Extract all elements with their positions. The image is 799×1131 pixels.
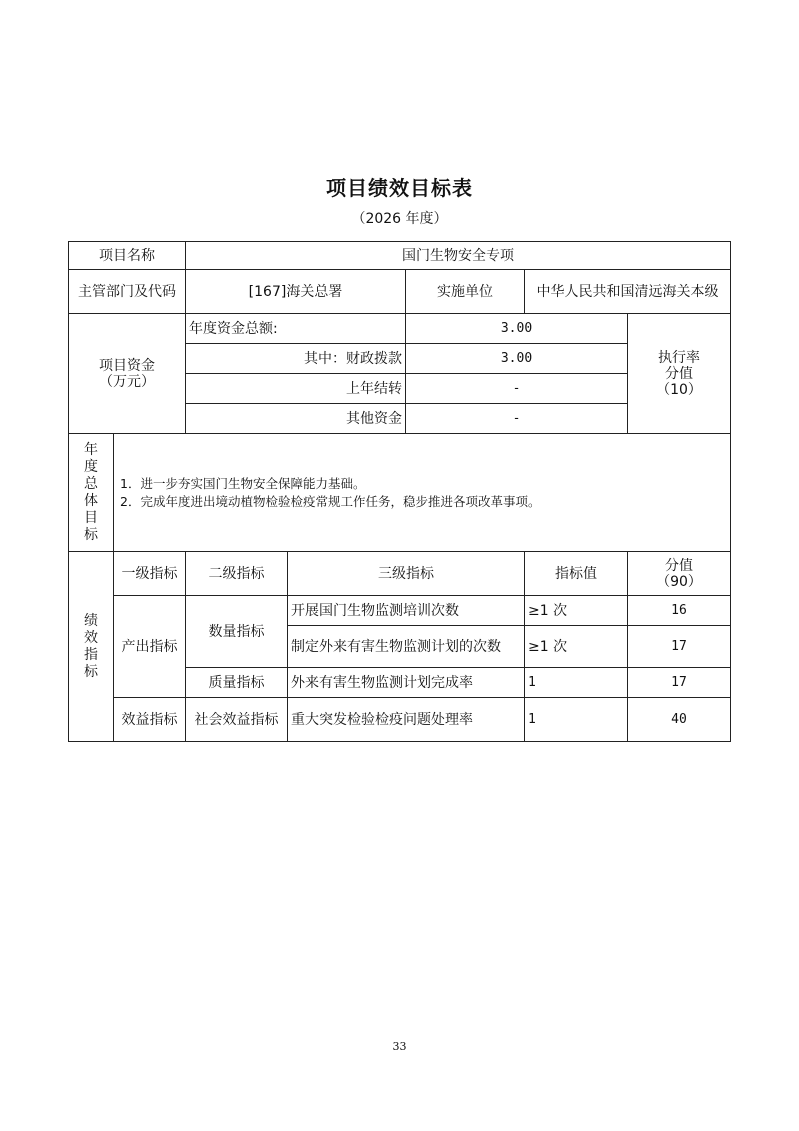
performance-table	[68, 241, 731, 742]
annual-goals-text	[114, 434, 731, 552]
header-score-line2: （90）	[656, 573, 702, 590]
annual-goals-row	[69, 434, 731, 552]
funds-other-value: -	[406, 404, 628, 434]
page-number: 33	[392, 1040, 407, 1053]
document-title: 项目绩效目标表	[326, 176, 473, 200]
indicator-score: 17	[628, 668, 731, 698]
year-subtitle: （2026 年度）	[351, 211, 448, 227]
indicator-name: 外来有害生物监测计划完成率	[288, 668, 525, 698]
annual-goals-label	[69, 434, 114, 552]
annual-goals-label-char: 总	[84, 475, 98, 492]
perf-label-char: 效	[84, 629, 98, 646]
dept-row	[69, 270, 731, 314]
quantity-indicator-label: 数量指标	[186, 596, 288, 668]
perf-label-char: 标	[84, 663, 98, 680]
project-name-label: 项目名称	[69, 242, 186, 270]
quality-indicator-label: 质量指标	[186, 668, 288, 698]
exec-rate-line3: （10）	[656, 381, 702, 398]
header-level1: 一级指标	[114, 552, 186, 596]
header-score-line1: 分值	[665, 557, 693, 574]
perf-indicators-label	[69, 552, 114, 742]
funds-total-label: 年度资金总额:	[186, 314, 406, 344]
indicator-score: 40	[628, 698, 731, 742]
social-benefit-indicator-label: 社会效益指标	[186, 698, 288, 742]
indicator-row	[69, 596, 731, 626]
exec-rate-line2: 分值	[665, 365, 693, 382]
annual-goal-item: 1．进一步夯实国门生物安全保障能力基础。	[120, 475, 366, 491]
funds-fiscal-label: 其中：财政拨款	[186, 344, 406, 374]
indicator-score: 17	[628, 626, 731, 668]
indicator-target: 1	[525, 668, 628, 698]
perf-label-char: 指	[84, 646, 98, 663]
annual-goals-label-char: 目	[84, 509, 98, 526]
project-name-value: 国门生物安全专项	[186, 242, 731, 270]
annual-goals-label-char: 年	[84, 441, 98, 458]
header-level2: 二级指标	[186, 552, 288, 596]
indicator-target: ≥1 次	[525, 596, 628, 626]
output-indicator-label: 产出指标	[114, 596, 186, 698]
funds-label-line1: 项目资金	[99, 357, 155, 374]
indicator-target: ≥1 次	[525, 626, 628, 668]
indicator-name: 重大突发检验检疫问题处理率	[288, 698, 525, 742]
annual-goals-label-char: 体	[84, 492, 98, 509]
indicator-name: 开展国门生物监测培训次数	[288, 596, 525, 626]
funds-label	[69, 314, 186, 434]
funds-row-total	[69, 314, 731, 344]
project-name-row	[69, 242, 731, 270]
perf-label-char: 绩	[84, 612, 98, 629]
indicator-target: 1	[525, 698, 628, 742]
annual-goal-item: 2．完成年度进出境动植物检验检疫常规工作任务，稳步推进各项改革事项。	[120, 493, 541, 509]
dept-label: 主管部门及代码	[69, 270, 186, 314]
header-target: 指标值	[525, 552, 628, 596]
annual-goals-label-char: 标	[84, 526, 98, 543]
benefit-indicator-label: 效益指标	[114, 698, 186, 742]
funds-fiscal-value: 3.00	[406, 344, 628, 374]
indicator-header-row	[69, 552, 731, 596]
header-score	[628, 552, 731, 596]
funds-label-line2: （万元）	[99, 373, 155, 390]
indicator-score: 16	[628, 596, 731, 626]
funds-carryover-label: 上年结转	[186, 374, 406, 404]
impl-label: 实施单位	[406, 270, 525, 314]
annual-goals-label-char: 度	[84, 458, 98, 475]
impl-value: 中华人民共和国清远海关本级	[525, 270, 731, 314]
indicator-row	[69, 698, 731, 742]
indicator-name: 制定外来有害生物监测计划的次数	[288, 626, 525, 668]
exec-rate-line1: 执行率	[658, 349, 700, 366]
funds-total-value: 3.00	[406, 314, 628, 344]
header-level3: 三级指标	[288, 552, 525, 596]
funds-carryover-value: -	[406, 374, 628, 404]
dept-value: [167]海关总署	[186, 270, 406, 314]
funds-other-label: 其他资金	[186, 404, 406, 434]
exec-rate-cell	[628, 314, 731, 434]
